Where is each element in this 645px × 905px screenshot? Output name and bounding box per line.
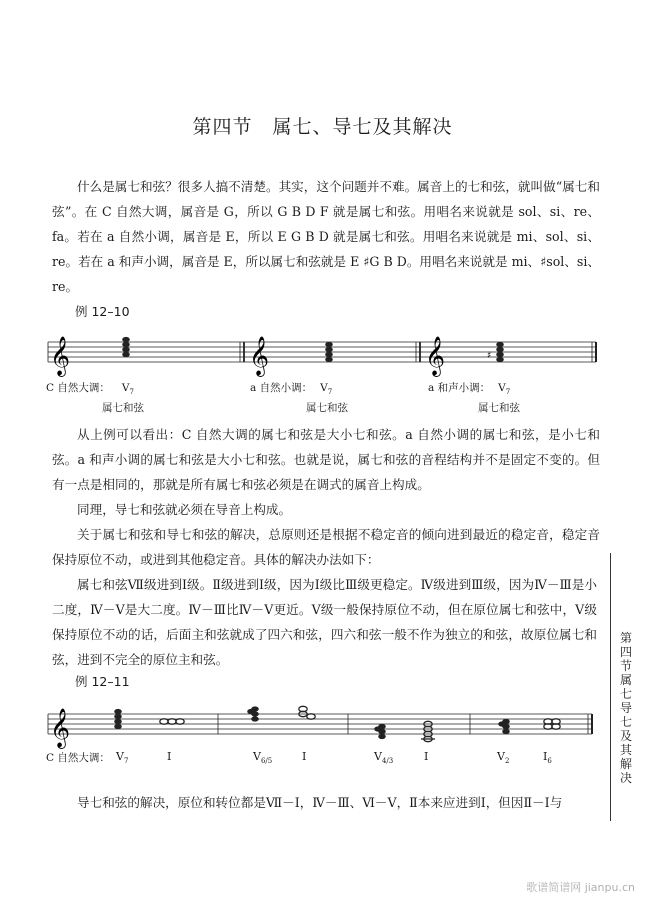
watermark: 歌谱简谱网 jianpu.cn	[526, 881, 635, 894]
roman-3: $V_{6/5}$	[253, 750, 273, 766]
key-label-example-2: C 自然大调：	[46, 752, 110, 764]
page-title: 第四节 属七、导七及其解决	[192, 116, 453, 138]
key-label-1: C 自然大调： $V_7$	[46, 382, 134, 397]
chord-name-2: 属七和弦	[306, 402, 348, 414]
roman-6: I	[424, 750, 429, 763]
chord-name-1: 属七和弦	[102, 402, 144, 414]
roman-5: $V_{4/3}$	[374, 750, 394, 766]
treble-clef-icon: 𝄞	[425, 336, 446, 376]
roman-2: I	[167, 750, 172, 763]
side-tab-text: 第四节 属七 导七及其解决	[619, 631, 645, 785]
key-label-2: a 自然小调： $V_7$	[250, 382, 333, 397]
treble-clef-icon: 𝄞	[50, 336, 71, 376]
roman-1: $V_7$	[116, 750, 129, 766]
chord-name-3: 属七和弦	[478, 402, 520, 414]
paragraph-4: 关于属七和弦和导七和弦的解决，总原则还是根据不稳定音的倾向进到最近的稳定音，稳定音保持原位不动，或进到其他稳定音。具体的解决办法如下：	[52, 527, 600, 567]
paragraph-2: 从上例可以看出：C 自然大调的属七和弦是大小七和弦。a 自然小调的属七和弦，是小七和弦。a 和声小调的属七和弦是大小七和弦。也就是说，属七和弦的音程结构并不是固定不变的。但有一点是相同的，那就是所有属七和弦必须是在调式的属音上构成。	[52, 427, 600, 492]
paragraph-5: 属七和弦Ⅶ级进到Ⅰ级。Ⅱ级进到Ⅰ级，因为Ⅰ级比Ⅲ级更稳定。Ⅳ级进到Ⅲ级，因为Ⅳ－Ⅲ是小二度，Ⅳ－Ⅴ是大二度。Ⅳ－Ⅲ比Ⅳ－Ⅴ更近。Ⅴ级一般保持原位不动，但在原位属七和弦中，Ⅴ级保持原位不动的话，后面主和弦就成了四六和弦，四六和弦一般不作为独立的和弦，故原位属七和弦，进到不完全的原位主和弦。	[52, 577, 597, 667]
key-label-3: a 和声小调： $V_7$	[428, 382, 511, 397]
roman-4: I	[302, 750, 307, 763]
example-label-12-11: 例 12–11	[75, 674, 130, 689]
paragraph-3: 同理，导七和弦就必须在导音上构成。	[77, 502, 292, 517]
chord-notes	[122, 337, 504, 362]
treble-clef-icon: 𝄞	[50, 708, 71, 748]
staff-example-12-10	[40, 328, 605, 378]
paragraph-1: 什么是属七和弦？很多人搞不清楚。其实，这个问题并不难。属音上的七和弦，就叫做“属七和弦”。在 C 自然大调，属音是 G，所以 G B D F 就是属七和弦。用唱名来说就是 sol、si、re、fa。若在 a 自然小调，属音是 E，所以 E G B D 就是属七和弦。用唱名来说就是 mi、sol、si、re。若在 a 和声小调，属音是 E，所以属七和弦就是 E ♯G B D。用唱名来说就是 mi、♯sol、si、re。	[52, 179, 600, 294]
example-label-12-10: 例 12–10	[75, 304, 130, 319]
roman-7: $V_2$	[497, 750, 510, 766]
chapter-side-tab	[610, 553, 645, 821]
paragraph-6: 导七和弦的解决，原位和转位都是Ⅶ－Ⅰ，Ⅳ－Ⅲ、Ⅵ－Ⅴ，Ⅱ本来应进到Ⅰ，但因Ⅱ－Ⅰ与	[77, 795, 563, 810]
treble-clef-icon: 𝄞	[249, 336, 270, 376]
roman-8: $I_6$	[543, 750, 552, 766]
staff-example-12-11	[40, 700, 605, 752]
sharp-accidental: ♯	[487, 351, 492, 361]
